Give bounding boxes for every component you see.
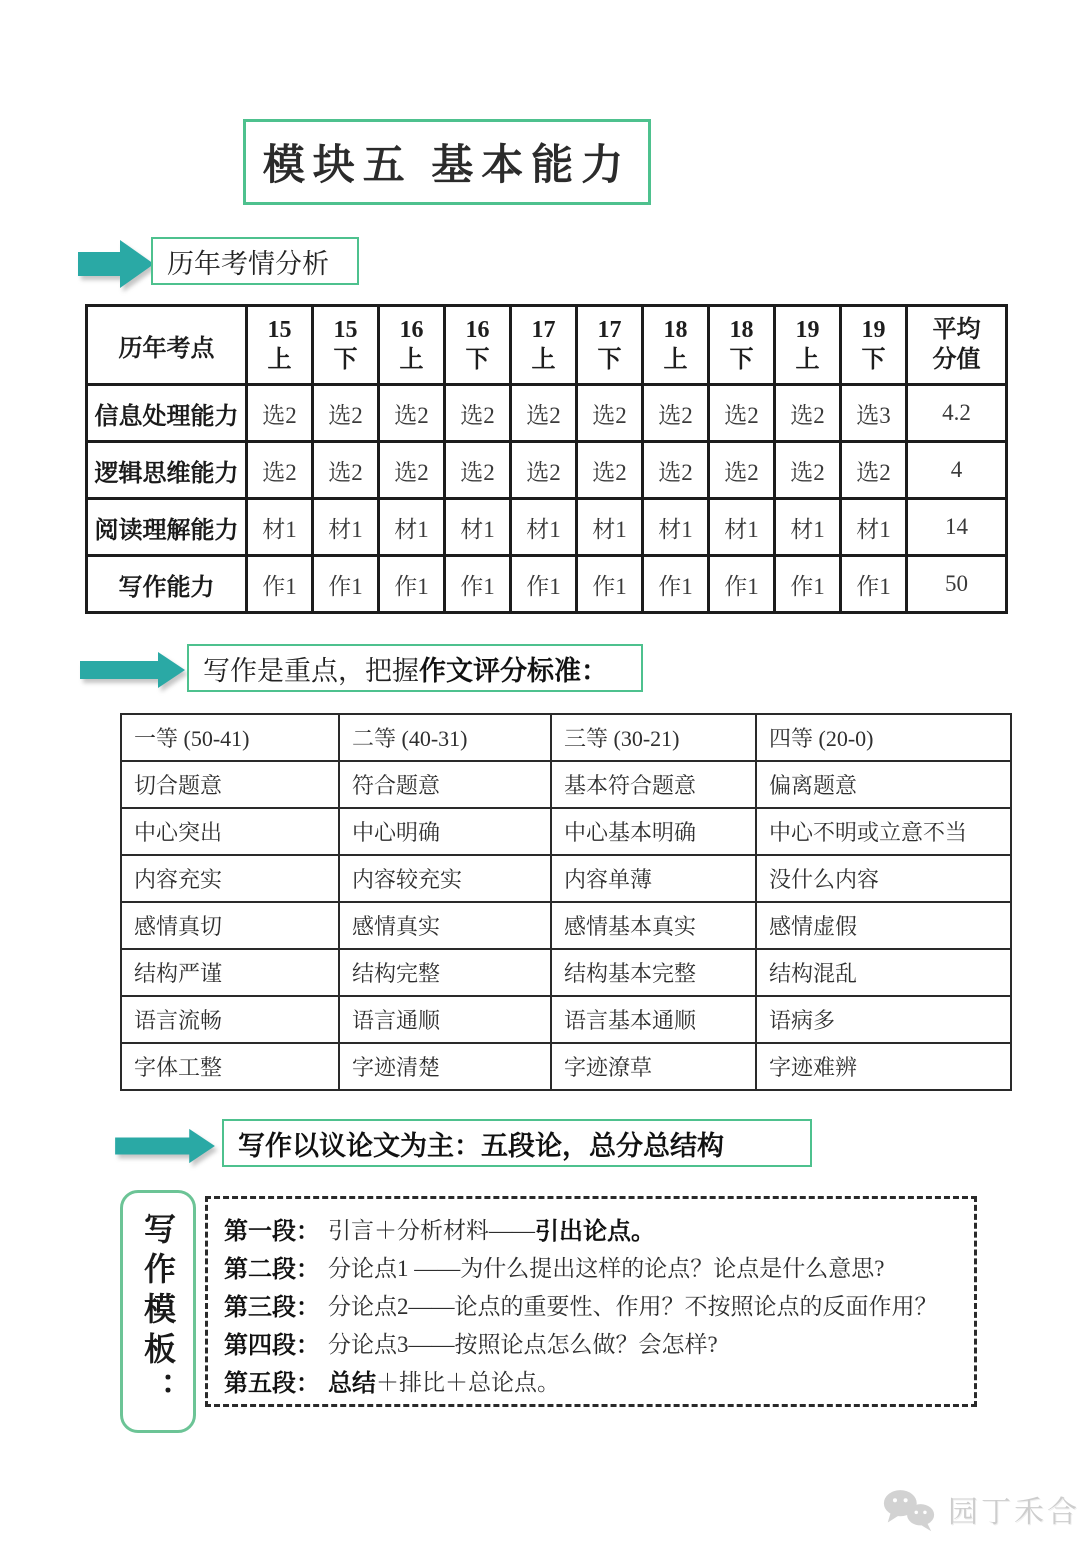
grading-cell: 结构严谨 xyxy=(121,949,339,996)
writing-template-box xyxy=(205,1196,977,1407)
exam-cell: 作1 xyxy=(247,556,313,613)
exam-table-year-header: 17 上 xyxy=(511,306,577,385)
grading-cell: 中心明确 xyxy=(339,808,551,855)
exam-cell: 材1 xyxy=(445,499,511,556)
exam-cell: 材1 xyxy=(577,499,643,556)
exam-table-year-header: 17 下 xyxy=(577,306,643,385)
grading-cell: 内容较充实 xyxy=(339,855,551,902)
exam-table-row xyxy=(87,499,1007,556)
exam-cell: 材1 xyxy=(247,499,313,556)
grading-cell: 语言通顺 xyxy=(339,996,551,1043)
exam-cell: 选2 xyxy=(247,385,313,442)
exam-cell: 作1 xyxy=(709,556,775,613)
grading-row xyxy=(121,761,1011,808)
grading-cell: 偏离题意 xyxy=(756,761,1011,808)
grading-cell: 字迹难辨 xyxy=(756,1043,1011,1090)
grading-cell: 切合题意 xyxy=(121,761,339,808)
exam-cell: 选2 xyxy=(775,385,841,442)
paragraph-label: 第五段： xyxy=(224,1369,320,1397)
grading-header-cell: 四等 (20-0) xyxy=(756,714,1011,761)
exam-cell: 作1 xyxy=(313,556,379,613)
section1-label: 历年考情分析 xyxy=(167,248,329,279)
section3-label-box xyxy=(222,1119,812,1167)
exam-table-row xyxy=(87,385,1007,442)
grading-cell: 内容单薄 xyxy=(551,855,756,902)
template-line: 第二段： 分论点1 ——为什么提出这样的论点？论点是什么意思? xyxy=(224,1247,958,1285)
grading-cell: 没什么内容 xyxy=(756,855,1011,902)
template-line: 第四段： 分论点3——按照论点怎么做？会怎样? xyxy=(224,1323,958,1361)
exam-cell: 材1 xyxy=(379,499,445,556)
grading-cell: 感情真实 xyxy=(339,902,551,949)
section1-arrow-icon xyxy=(78,238,154,290)
template-line: 第五段： 总结 ＋排比＋总论点。 xyxy=(224,1361,958,1399)
exam-row-label: 信息处理能力 xyxy=(87,385,247,442)
writing-template-sidebar xyxy=(120,1190,196,1433)
grading-row xyxy=(121,996,1011,1043)
grading-row xyxy=(121,1043,1011,1090)
exam-table-avg-header: 平均 分值 xyxy=(907,306,1007,385)
exam-avg-cell: 4 xyxy=(907,442,1007,499)
grading-cell: 字迹清楚 xyxy=(339,1043,551,1090)
paragraph-label: 第二段： xyxy=(224,1255,320,1283)
exam-avg-cell: 14 xyxy=(907,499,1007,556)
grading-header-cell: 一等 (50-41) xyxy=(121,714,339,761)
grading-cell: 结构完整 xyxy=(339,949,551,996)
watermark xyxy=(880,1486,1080,1532)
exam-row-label: 阅读理解能力 xyxy=(87,499,247,556)
exam-table-year-header: 15 下 xyxy=(313,306,379,385)
module-title: 模块五 基本能力 xyxy=(262,143,632,189)
template-line: 第一段： 引言＋分析材料—— 引出论点。 xyxy=(224,1209,958,1247)
exam-avg-cell: 4.2 xyxy=(907,385,1007,442)
grading-header-cell: 二等 (40-31) xyxy=(339,714,551,761)
exam-cell: 选2 xyxy=(775,442,841,499)
exam-table-row xyxy=(87,442,1007,499)
exam-cell: 选2 xyxy=(643,385,709,442)
grading-cell: 语病多 xyxy=(756,996,1011,1043)
exam-history-table xyxy=(85,304,1008,614)
grading-row xyxy=(121,808,1011,855)
paragraph-label: 第一段： xyxy=(224,1217,320,1245)
grading-cell: 结构混乱 xyxy=(756,949,1011,996)
grading-cell: 中心不明或立意不当 xyxy=(756,808,1011,855)
exam-cell: 作1 xyxy=(577,556,643,613)
exam-cell: 选2 xyxy=(445,385,511,442)
exam-cell: 选2 xyxy=(445,442,511,499)
exam-cell: 作1 xyxy=(379,556,445,613)
exam-row-label: 写作能力 xyxy=(87,556,247,613)
exam-cell: 选2 xyxy=(313,442,379,499)
wechat-icon xyxy=(880,1486,938,1532)
exam-cell: 选2 xyxy=(511,442,577,499)
exam-cell: 选2 xyxy=(709,385,775,442)
section3-arrow-icon xyxy=(115,1127,215,1165)
exam-cell: 材1 xyxy=(313,499,379,556)
grading-header-cell: 三等 (30-21) xyxy=(551,714,756,761)
grading-cell: 中心突出 xyxy=(121,808,339,855)
exam-cell: 选2 xyxy=(379,385,445,442)
exam-table-year-header: 15 上 xyxy=(247,306,313,385)
grading-cell: 基本符合题意 xyxy=(551,761,756,808)
exam-table-corner-cell: 历年考点 xyxy=(87,306,247,385)
exam-cell: 材1 xyxy=(841,499,907,556)
exam-table-year-header: 19 上 xyxy=(775,306,841,385)
section3-label: 写作以议论文为主：五段论，总分总结构 xyxy=(238,1130,724,1161)
section2-label-bold: 作文评分标准： xyxy=(419,655,608,686)
paragraph-label: 第四段： xyxy=(224,1331,320,1359)
grading-cell: 内容充实 xyxy=(121,855,339,902)
writing-template-vertical-label: 写作模板： xyxy=(140,1211,176,1412)
exam-cell: 作1 xyxy=(841,556,907,613)
exam-table-row xyxy=(87,556,1007,613)
exam-cell: 选2 xyxy=(577,442,643,499)
grading-row xyxy=(121,902,1011,949)
exam-cell: 选2 xyxy=(841,442,907,499)
grading-cell: 中心基本明确 xyxy=(551,808,756,855)
paragraph-label: 第三段： xyxy=(224,1293,320,1321)
exam-cell: 材1 xyxy=(511,499,577,556)
exam-row-label: 逻辑思维能力 xyxy=(87,442,247,499)
exam-cell: 选2 xyxy=(709,442,775,499)
module-title-box xyxy=(243,119,651,205)
exam-cell: 选2 xyxy=(511,385,577,442)
grading-cell: 语言基本通顺 xyxy=(551,996,756,1043)
exam-cell: 材1 xyxy=(775,499,841,556)
grading-cell: 感情基本真实 xyxy=(551,902,756,949)
grading-row xyxy=(121,949,1011,996)
exam-cell: 选2 xyxy=(379,442,445,499)
exam-cell: 选2 xyxy=(577,385,643,442)
exam-cell: 作1 xyxy=(775,556,841,613)
exam-cell: 选2 xyxy=(313,385,379,442)
section1-label-box xyxy=(151,237,359,285)
exam-cell: 材1 xyxy=(643,499,709,556)
grading-cell: 语言流畅 xyxy=(121,996,339,1043)
exam-table-year-header: 16 上 xyxy=(379,306,445,385)
grading-cell: 感情真切 xyxy=(121,902,339,949)
exam-cell: 作1 xyxy=(445,556,511,613)
exam-table-year-header: 19 下 xyxy=(841,306,907,385)
template-line: 第三段： 分论点2——论点的重要性、作用？不按照论点的反面作用？ xyxy=(224,1285,958,1323)
grading-cell: 符合题意 xyxy=(339,761,551,808)
exam-cell: 作1 xyxy=(643,556,709,613)
exam-cell: 材1 xyxy=(709,499,775,556)
exam-avg-cell: 50 xyxy=(907,556,1007,613)
grading-header-row xyxy=(121,714,1011,761)
exam-cell: 选2 xyxy=(247,442,313,499)
exam-table-year-header: 16 下 xyxy=(445,306,511,385)
grading-row xyxy=(121,855,1011,902)
exam-cell: 选2 xyxy=(643,442,709,499)
grading-cell: 字体工整 xyxy=(121,1043,339,1090)
section2-label-box xyxy=(187,644,643,692)
exam-cell: 作1 xyxy=(511,556,577,613)
exam-table-year-header: 18 下 xyxy=(709,306,775,385)
exam-table-year-header: 18 上 xyxy=(643,306,709,385)
exam-cell: 选3 xyxy=(841,385,907,442)
grading-criteria-table xyxy=(120,713,1012,1091)
watermark-text: 园丁禾合 xyxy=(948,1496,1080,1529)
section2-label-normal: 写作是重点，把握 xyxy=(203,655,419,686)
grading-cell: 感情虚假 xyxy=(756,902,1011,949)
grading-cell: 结构基本完整 xyxy=(551,949,756,996)
grading-cell: 字迹潦草 xyxy=(551,1043,756,1090)
section2-arrow-icon xyxy=(80,650,185,690)
exam-table-header-row xyxy=(87,306,1007,385)
